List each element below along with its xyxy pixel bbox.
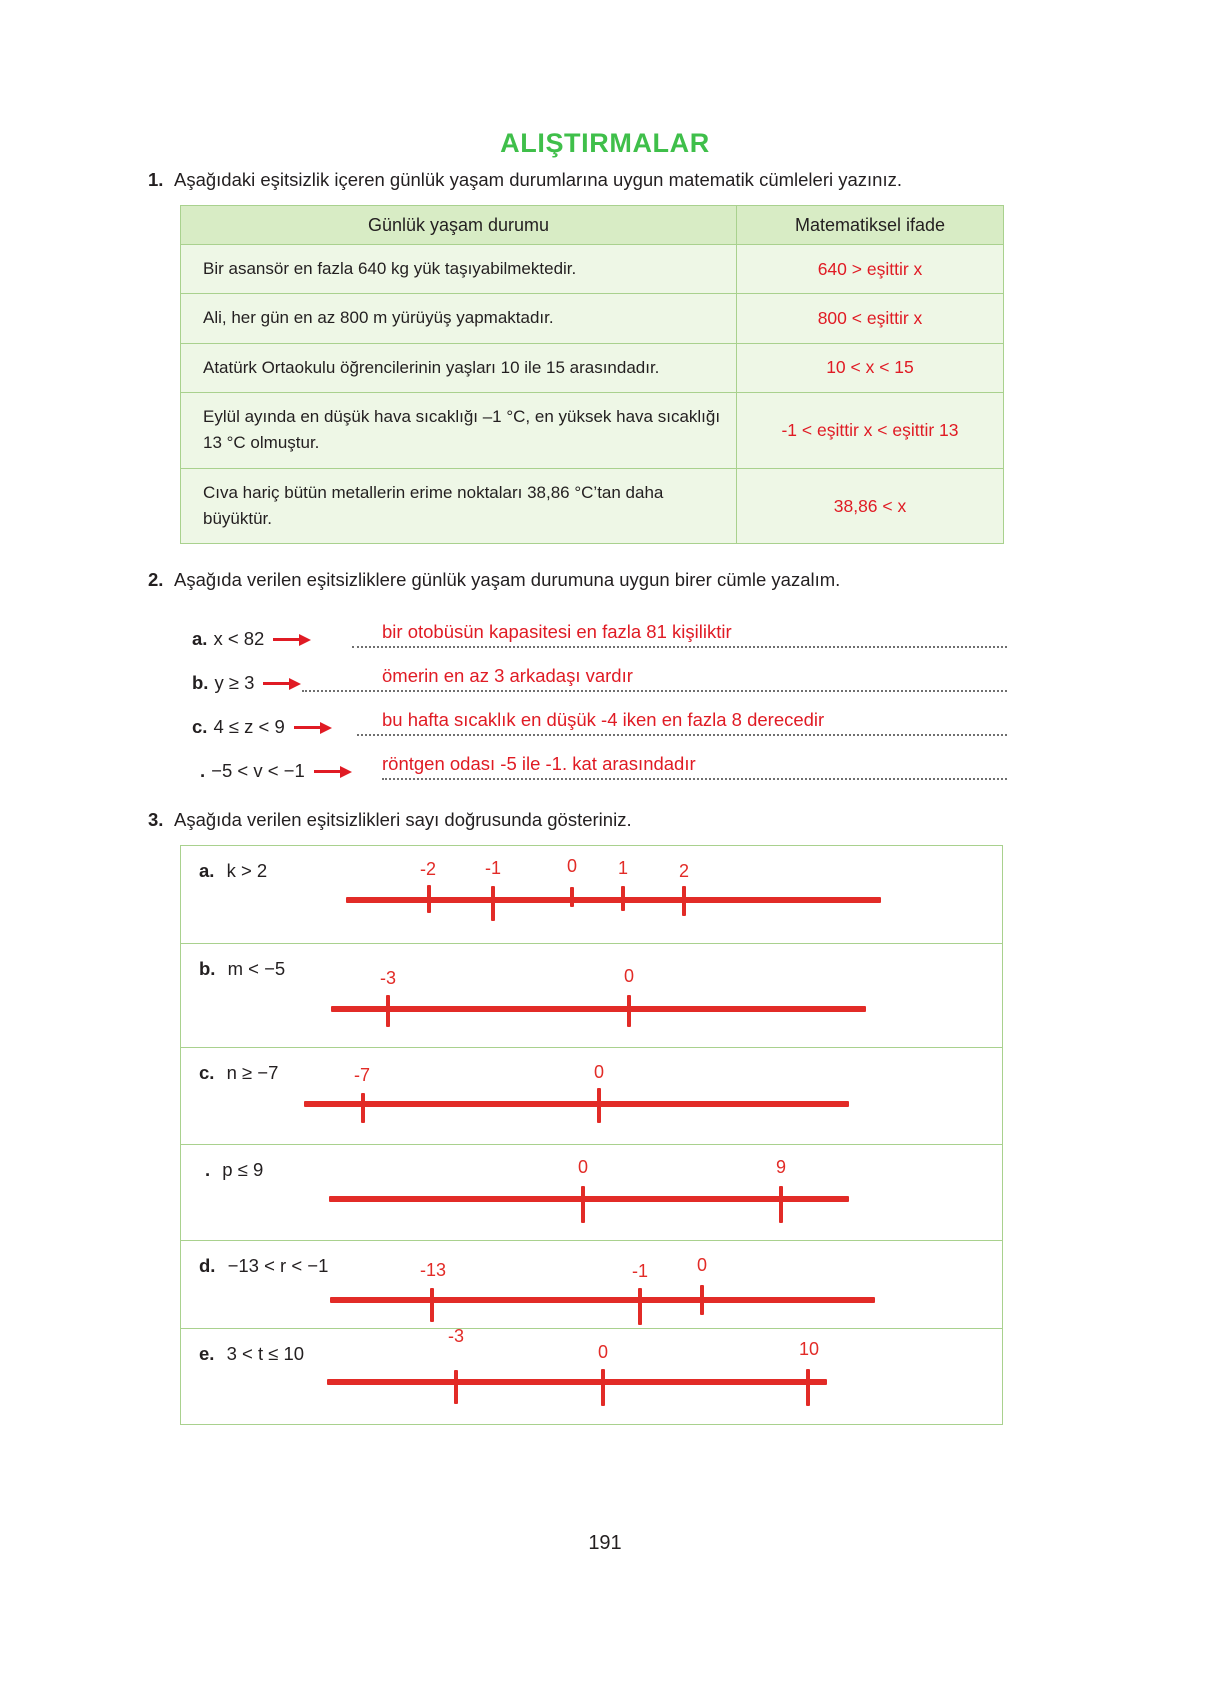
table-row	[181, 343, 1004, 392]
tick-label: -3	[379, 968, 397, 988]
column-header-expression: Matematiksel ifade	[737, 206, 1004, 245]
number-line-row-d	[181, 1145, 1002, 1241]
item-label-c: c.	[192, 716, 208, 737]
inequality-f-text: 3 < t ≤ 10	[226, 1343, 305, 1364]
number-line-f	[181, 1326, 1002, 1424]
answer-dotted-line-d[interactable]	[382, 776, 1007, 780]
arrow-right-icon	[263, 677, 301, 689]
question-1-text: Aşağıdaki eşitsizlik içeren günlük yaşam durumlarına uygun matematik cümleleri yazınız.	[174, 169, 902, 190]
handwritten-answer-c: bu hafta sıcaklık en düşük -4 iken en fazla 8 derecedir	[382, 709, 825, 730]
tick-label: -7	[353, 1065, 371, 1085]
number-line-b	[181, 944, 1002, 1047]
number-line-a	[181, 846, 1002, 943]
page-title: ALIŞTIRMALAR	[500, 128, 710, 158]
question-3-number: 3.	[148, 809, 164, 830]
question-2	[148, 568, 1048, 593]
item-label-b: b.	[192, 672, 209, 693]
item-label-f: e.	[199, 1343, 215, 1364]
question-1-number: 1.	[148, 169, 164, 190]
tick-mark	[386, 995, 390, 1027]
tick-label: -2	[419, 859, 437, 879]
axis-line	[331, 1006, 866, 1012]
answer-dotted-line-c[interactable]	[357, 732, 1007, 736]
table-row	[181, 294, 1004, 343]
tick-label: 0	[623, 966, 635, 986]
tick-mark	[682, 886, 686, 916]
tick-mark	[491, 886, 495, 921]
tick-mark	[430, 1288, 434, 1322]
answer-row-a	[192, 608, 1007, 652]
tick-mark	[601, 1369, 605, 1406]
question-1	[148, 168, 1048, 193]
number-line-row-c	[181, 1048, 1002, 1145]
number-line-row-e	[181, 1241, 1002, 1329]
situation-cell: Bir asansör en fazla 640 kg yük taşıyabilmektedir.	[181, 245, 737, 294]
table-row	[181, 468, 1004, 544]
tick-mark	[597, 1088, 601, 1123]
situation-cell: Eylül ayında en düşük hava sıcaklığı –1 °C, en yüksek hava sıcaklığı 13 °C olmuştur.	[181, 393, 737, 469]
inequality-b	[192, 672, 301, 694]
tick-label: -13	[419, 1260, 447, 1280]
number-line-e	[181, 1241, 1002, 1328]
tick-label: 10	[798, 1339, 820, 1359]
arrow-right-icon	[273, 633, 311, 645]
table-header-row	[181, 206, 1004, 245]
number-line-d	[181, 1145, 1002, 1240]
question-2-answers	[192, 608, 1007, 784]
handwritten-answer-a: bir otobüsün kapasitesi en fazla 81 kişiliktir	[382, 621, 732, 642]
table-row	[181, 245, 1004, 294]
tick-label: 0	[597, 1342, 609, 1362]
item-label-b: b.	[199, 958, 216, 979]
tick-label: 0	[593, 1062, 605, 1082]
tick-mark	[621, 886, 625, 911]
inequality-e-text: −13 < r < −1	[227, 1255, 329, 1276]
tick-mark	[806, 1369, 810, 1406]
page-number: 191	[588, 1532, 622, 1554]
tick-mark	[581, 1186, 585, 1223]
tick-mark	[779, 1186, 783, 1223]
item-label-c: c.	[199, 1062, 215, 1083]
inequality-d	[200, 760, 352, 782]
answer-dotted-line-b[interactable]	[302, 688, 1007, 692]
answer-row-b	[192, 652, 1007, 696]
inequality-d-text: p ≤ 9	[222, 1159, 264, 1180]
expression-cell: 10 < x < 15	[737, 343, 1004, 392]
inequality-c-text: 4 ≤ z < 9	[213, 716, 285, 737]
tick-label: -3	[447, 1326, 465, 1346]
inequality-d-text: −5 < v < −1	[211, 760, 305, 781]
expression-cell: 640 > eşittir x	[737, 245, 1004, 294]
answer-dotted-line-a[interactable]	[352, 644, 1007, 648]
item-label-e: d.	[199, 1255, 216, 1276]
number-line-c	[181, 1048, 1002, 1144]
tick-label: 9	[775, 1157, 787, 1177]
handwritten-answer-d: röntgen odası -5 ile -1. kat arasındadır	[382, 753, 696, 774]
tick-label: -1	[631, 1261, 649, 1281]
item-label-d: .	[205, 1159, 211, 1180]
tick-mark	[627, 995, 631, 1027]
axis-line	[330, 1297, 875, 1303]
tick-mark	[700, 1285, 704, 1315]
tick-mark	[638, 1288, 642, 1325]
tick-label: 0	[696, 1255, 708, 1275]
inequality-a-text: k > 2	[226, 860, 268, 881]
expression-cell: 800 < eşittir x	[737, 294, 1004, 343]
table-row	[181, 393, 1004, 469]
answer-row-d	[192, 740, 1007, 784]
item-label-d: .	[200, 760, 206, 781]
tick-mark	[361, 1093, 365, 1123]
situation-cell: Ali, her gün en az 800 m yürüyüş yapmaktadır.	[181, 294, 737, 343]
daily-life-table	[180, 205, 1004, 544]
inequality-a	[192, 628, 311, 650]
inequality-c	[192, 716, 332, 738]
situation-cell: Atatürk Ortaokulu öğrencilerinin yaşları 10 ile 15 arasındadır.	[181, 343, 737, 392]
number-line-box	[180, 845, 1003, 1425]
tick-label: 1	[617, 858, 629, 878]
answer-row-c	[192, 696, 1007, 740]
item-label-a: a.	[192, 628, 208, 649]
inequality-b-text: y ≥ 3	[214, 672, 255, 693]
tick-label: 0	[577, 1157, 589, 1177]
number-line-row-a	[181, 846, 1002, 944]
expression-cell: -1 < eşittir x < eşittir 13	[737, 393, 1004, 469]
inequality-a-text: x < 82	[213, 628, 265, 649]
question-3	[148, 808, 1048, 833]
tick-mark	[427, 885, 431, 913]
column-header-situation: Günlük yaşam durumu	[181, 206, 737, 245]
tick-label: 0	[566, 856, 578, 876]
question-3-text: Aşağıda verilen eşitsizlikleri sayı doğrusunda gösteriniz.	[174, 809, 632, 830]
axis-line	[329, 1196, 849, 1202]
arrow-right-icon	[314, 765, 352, 777]
question-2-number: 2.	[148, 569, 164, 590]
arrow-right-icon	[294, 721, 332, 733]
tick-mark	[454, 1370, 458, 1404]
axis-line	[327, 1379, 827, 1385]
tick-mark	[570, 887, 574, 907]
inequality-c-text: n ≥ −7	[226, 1062, 279, 1083]
tick-label: -1	[484, 858, 502, 878]
inequality-b-text: m < −5	[227, 958, 286, 979]
question-2-text: Aşağıda verilen eşitsizliklere günlük yaşam durumuna uygun birer cümle yazalım.	[174, 569, 841, 590]
item-label-a: a.	[199, 860, 215, 881]
handwritten-answer-b: ömerin en az 3 arkadaşı vardır	[382, 665, 633, 686]
expression-cell: 38,86 < x	[737, 468, 1004, 544]
number-line-row-b	[181, 944, 1002, 1048]
number-line-row-f	[181, 1326, 1002, 1424]
tick-label: 2	[678, 861, 690, 881]
axis-line	[304, 1101, 849, 1107]
situation-cell: Cıva hariç bütün metallerin erime noktaları 38,86 °C’tan daha büyüktür.	[181, 468, 737, 544]
